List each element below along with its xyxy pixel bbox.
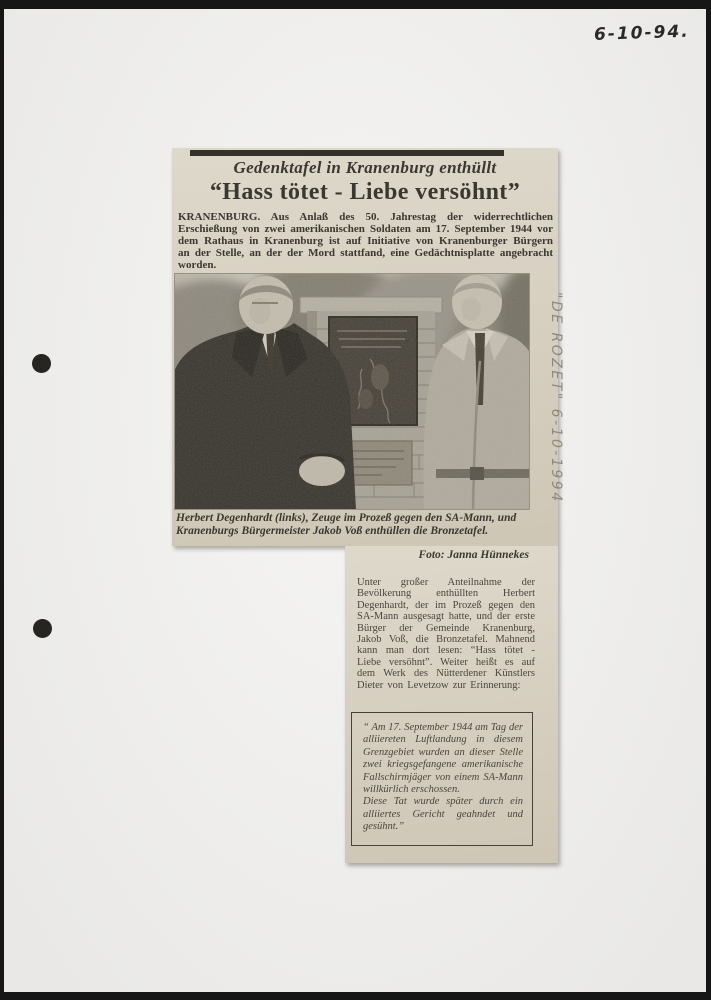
pencil-margin-note: "DE ROZET" 6-10-1994: [548, 292, 564, 504]
headline: “Hass tötet - Liebe versöhnt”: [209, 179, 521, 205]
newspaper-clipping: [4, 9, 706, 992]
memorial-quote-box: [351, 712, 533, 846]
news-photo: [174, 273, 530, 510]
article-body: Unter großer Anteilnahme der Bevölkerung enthüllten Herbert Degenhardt, der im Prozeß gegen den SA-Mann ausgesagt hatte, und der erste Bürger der Gemeinde Kranenburg, Jakob Voß, die Bronzetafel. Mahnend kann man dort lesen: “Hass tötet - Liebe versöhnt”. Weiter heißt es auf dem Werk des Nütterdener Künstlers Dieter von Levetzow zur Erinnerung:: [357, 577, 535, 691]
lead-paragraph: KRANENBURG. Aus Anlaß des 50. Jahrestag der widerrechtlichen Erschießung von zwei amerikanischen Soldaten am 17. September 1944 vor dem Rathaus in Kranenburg ist auf Initiative von Kranenburger Bürgern an der Stelle, an der der Mord stattfand, eine Gedächtnisplatte angebracht worden.: [178, 211, 553, 271]
archive-page: [4, 9, 706, 992]
quote-paragraph-2: Diese Tat wurde später durch ein alliiertes Gericht geahndet und gesühnt.”: [363, 796, 523, 833]
kicker: Gedenktafel in Kranenburg enthüllt: [233, 158, 497, 177]
clipping-top-rule: [190, 150, 504, 156]
quote-paragraph-1: “ Am 17. September 1944 am Tag der alliiereten Luftlandung in diesem Grenzgebiet wurden an dieser Stelle zwei kriegsgefangene amerikanische Fallschirmjäger von einem SA-Mann willkürlich erschossen.: [363, 722, 523, 796]
photo-caption: Herbert Degenhardt (links), Zeuge im Prozeß gegen den SA-Mann, und Kranenburgs Bürgermeister Jakob Voß enthüllen die Bronzetafel.: [176, 512, 517, 537]
photo-credit: Foto: Janna Hünnekes: [418, 549, 529, 561]
handwritten-date: 6-10-94.: [593, 21, 691, 45]
